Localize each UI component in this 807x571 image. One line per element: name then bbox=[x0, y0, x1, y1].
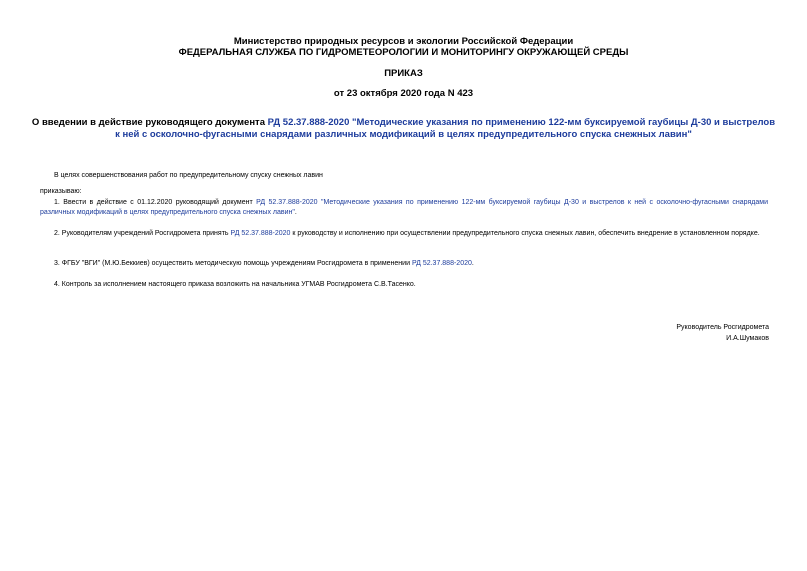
order-item-4: 4. Контроль за исполнением настоящего приказа возложить на начальника УГМАВ Росгидромета С.В.Тасенко. bbox=[54, 281, 416, 288]
item-1-suffix: . bbox=[294, 209, 297, 216]
signatory-position: Руководитель Росгидромета bbox=[676, 324, 769, 331]
order-item-3 bbox=[40, 259, 768, 269]
order-date-number: от 23 октября 2020 года N 423 bbox=[333, 88, 474, 99]
item-3-rd-link[interactable]: РД 52.37.888-2020 bbox=[411, 260, 472, 267]
document-title bbox=[30, 117, 777, 141]
title-prefix: О введении в действие руководящего документа bbox=[31, 117, 268, 128]
order-word: приказываю: bbox=[40, 188, 82, 195]
item-2-rd-link[interactable]: РД 52.37.888-2020 bbox=[230, 230, 291, 237]
signatory-name: И.А.Шумаков bbox=[726, 335, 769, 342]
intro-paragraph: В целях совершенствования работ по предупредительному спуску снежных лавин bbox=[54, 172, 323, 179]
ministry-heading: Министерство природных ресурсов и экологии Российской Федерации bbox=[233, 36, 574, 47]
item-2-suffix: к руководству и исполнению при осуществлении предупредительного спуска снежных лавин, обеспечить внедрение в установленном порядке. bbox=[290, 230, 760, 237]
order-type-heading: ПРИКАЗ bbox=[384, 68, 423, 79]
item-1-text: 1. Ввести в действие с 01.12.2020 руководящий документ bbox=[54, 199, 257, 206]
item-2-text: 2. Руководителям учреждений Росгидромета принять bbox=[54, 230, 231, 237]
title-rd-link[interactable]: РД 52.37.888-2020 "Методические указания по применению 122-мм буксируемой гаубицы Д-30 и выстрелов к ней с осколочно-фугасными снарядами различных модификаций в целях предупредительного спуска снежных лавин" bbox=[115, 117, 776, 140]
order-item-1 bbox=[40, 198, 768, 218]
item-1-rd-link[interactable]: РД 52.37.888-2020 "Методические указания по применению 122-мм буксируемой гаубицы Д-30 и выстрелов к ней с осколочно-фугасными снарядами различных модификаций в целях предупредительного спуска снежных лавин" bbox=[40, 199, 768, 216]
service-heading: ФЕДЕРАЛЬНАЯ СЛУЖБА ПО ГИДРОМЕТЕОРОЛОГИИ И МОНИТОРИНГУ ОКРУЖАЮЩЕЙ СРЕДЫ bbox=[178, 47, 629, 58]
order-item-2 bbox=[40, 229, 768, 239]
item-3-text: 3. ФГБУ "ВГИ" (М.Ю.Беккиев) осуществить методическую помощь учреждениям Росгидромета в применении bbox=[54, 260, 412, 267]
item-3-suffix: . bbox=[471, 260, 474, 267]
